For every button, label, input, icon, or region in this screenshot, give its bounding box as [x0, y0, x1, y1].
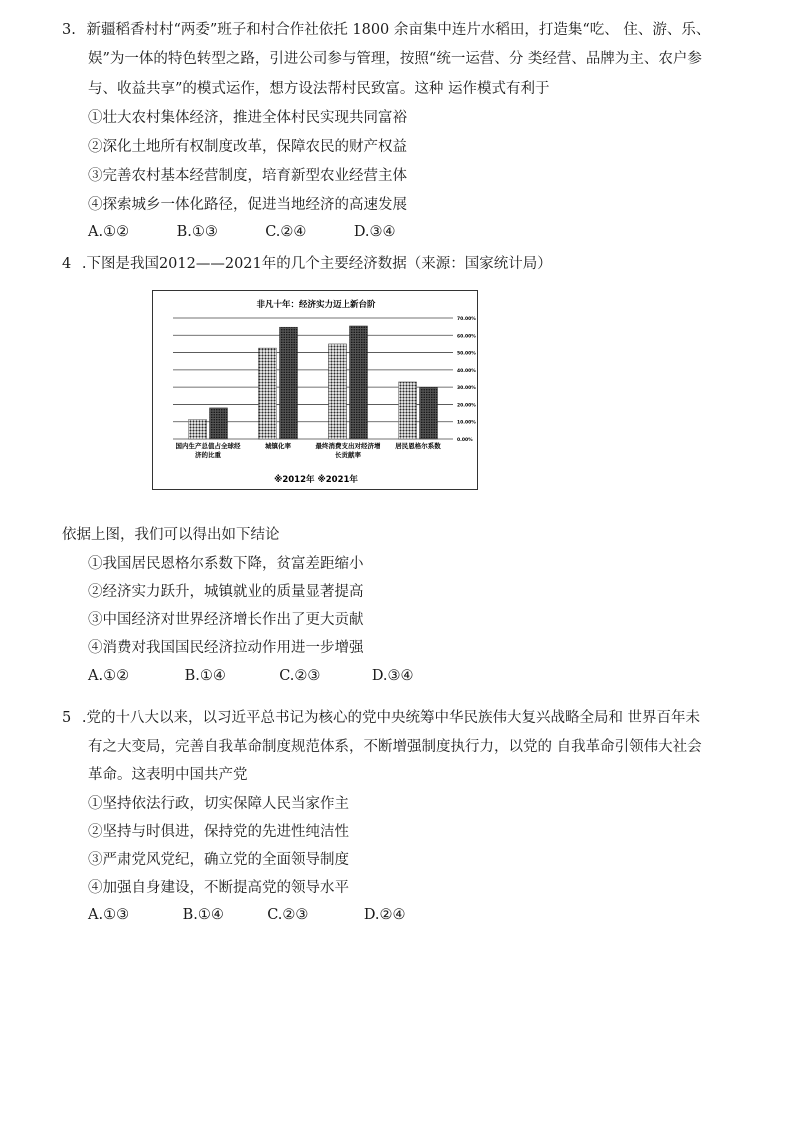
q3-option-4: ④探索城乡一体化路径，促进当地经济的高速发展 — [88, 197, 407, 213]
q5-choice-c[interactable]: C.②③ — [267, 907, 309, 923]
q5-choice-b[interactable]: B.①④ — [182, 907, 224, 923]
q4-option-1: ①我国居民恩格尔系数下降，贫富差距缩小 — [88, 556, 364, 572]
q3-stem-line-3: 与、收益共享”的模式运作，想方设法帮村民致富。这种 运作模式有利于 — [88, 81, 550, 97]
q4-choice-a[interactable]: A.①② — [88, 668, 130, 684]
q3-option-2: ②深化土地所有权制度改革，保障农民的财产权益 — [88, 139, 407, 155]
bar-2012 — [329, 344, 347, 439]
y-tick-label: 10.00% — [457, 420, 476, 426]
q3-option-1: ①壮大农村集体经济，推进全体村民实现共同富裕 — [88, 110, 407, 126]
category-label: 济的比重 — [195, 451, 221, 459]
bar-2021 — [210, 408, 228, 439]
q3-stem-text-1: 新疆稻香村村“两委”班子和村合作社依托 1800 余亩集中连片水稻田，打造集“吃、 住、游、乐、 — [86, 22, 711, 38]
q5-stem-line-3: 革命。这表明中国共产党 — [88, 767, 248, 783]
q3-option-3: ③完善农村基本经营制度，培育新型农业经营主体 — [88, 168, 407, 184]
bar-2021 — [420, 387, 438, 439]
q3-number: 3. — [62, 22, 76, 38]
q5-choices — [88, 907, 406, 923]
y-tick-label: 0.00% — [457, 438, 473, 443]
q4-option-3: ③中国经济对世界经济增长作出了更大贡献 — [88, 612, 364, 628]
y-tick-label: 20.00% — [457, 403, 476, 409]
y-tick-label: 70.00% — [457, 317, 476, 322]
bar-2012 — [399, 382, 417, 439]
q4-choice-c[interactable]: C.②③ — [279, 668, 321, 684]
bar-2012 — [189, 419, 207, 439]
y-tick-label: 30.00% — [457, 386, 476, 392]
y-tick-label: 60.00% — [457, 334, 476, 340]
category-label: 城镇化率 — [265, 442, 291, 450]
y-tick-label: 40.00% — [457, 368, 476, 374]
category-label: 国内生产总值占全球经 — [175, 442, 241, 450]
q3-choice-d[interactable]: D.③④ — [353, 224, 396, 240]
q4-choice-d[interactable]: D.③④ — [371, 668, 414, 684]
bar-2012 — [259, 348, 277, 439]
q4-choices — [88, 668, 414, 684]
q3-choice-c[interactable]: C.②④ — [265, 224, 307, 240]
q4-number: 4 — [62, 256, 72, 272]
q4-after-text: 依据上图，我们可以得出如下结论 — [62, 527, 280, 543]
q5-option-1: ①坚持依法行政，切实保障人民当家作主 — [88, 796, 349, 812]
q5-choice-d[interactable]: D.②④ — [363, 907, 406, 923]
q5-stem-text-1: .党的十八大以来，以习近平总书记为核心的党中央统筹中华民族伟大复兴战略全局和 世界百年未 — [77, 710, 701, 726]
q3-stem-line-2: 娱”为一体的特色转型之路，引进公司参与管理，按照“统一运营、分 类经营、品牌为主、农户参 — [88, 51, 702, 67]
q3-stem-line-1 — [62, 18, 710, 39]
bar-2021 — [350, 326, 368, 439]
chart-title: 非凡十年：经济实力迈上新台阶 — [256, 300, 376, 310]
q3-choices — [88, 224, 396, 240]
q5-stem-line-2: 有之大变局，完善自我革命制度规范体系，不断增强制度执行力，以党的 自我革命引领伟大社会 — [88, 739, 702, 755]
q5-number: 5 — [62, 710, 72, 726]
q5-option-4: ④加强自身建设，不断提高党的领导水平 — [88, 880, 349, 896]
q4-stem — [62, 252, 552, 273]
q4-stem-text: .下图是我国2012——2021年的几个主要经济数据（来源：国家统计局） — [77, 256, 552, 272]
q5-choice-a[interactable]: A.①③ — [88, 907, 130, 923]
q5-stem-line-1 — [62, 706, 700, 727]
chart-svg — [153, 291, 479, 491]
economic-data-chart — [152, 290, 478, 490]
y-tick-label: 50.00% — [457, 351, 476, 357]
q3-choice-b[interactable]: B.①③ — [176, 224, 218, 240]
q4-option-2: ②经济实力跃升，城镇就业的质量显著提高 — [88, 584, 364, 600]
chart-legend: ※2012年 ※2021年 — [274, 475, 358, 485]
q4-choice-b[interactable]: B.①④ — [184, 668, 226, 684]
q3-choice-a[interactable]: A.①② — [88, 224, 130, 240]
q5-option-3: ③严肃党风党纪，确立党的全面领导制度 — [88, 852, 349, 868]
category-label: 居民恩格尔系数 — [395, 442, 441, 450]
category-label: 最终消费支出对经济增 — [315, 442, 381, 450]
bar-2021 — [280, 327, 298, 439]
q4-option-4: ④消费对我国国民经济拉动作用进一步增强 — [88, 640, 364, 656]
q5-option-2: ②坚持与时俱进，保持党的先进性纯洁性 — [88, 824, 349, 840]
category-label: 长贡献率 — [335, 451, 361, 459]
